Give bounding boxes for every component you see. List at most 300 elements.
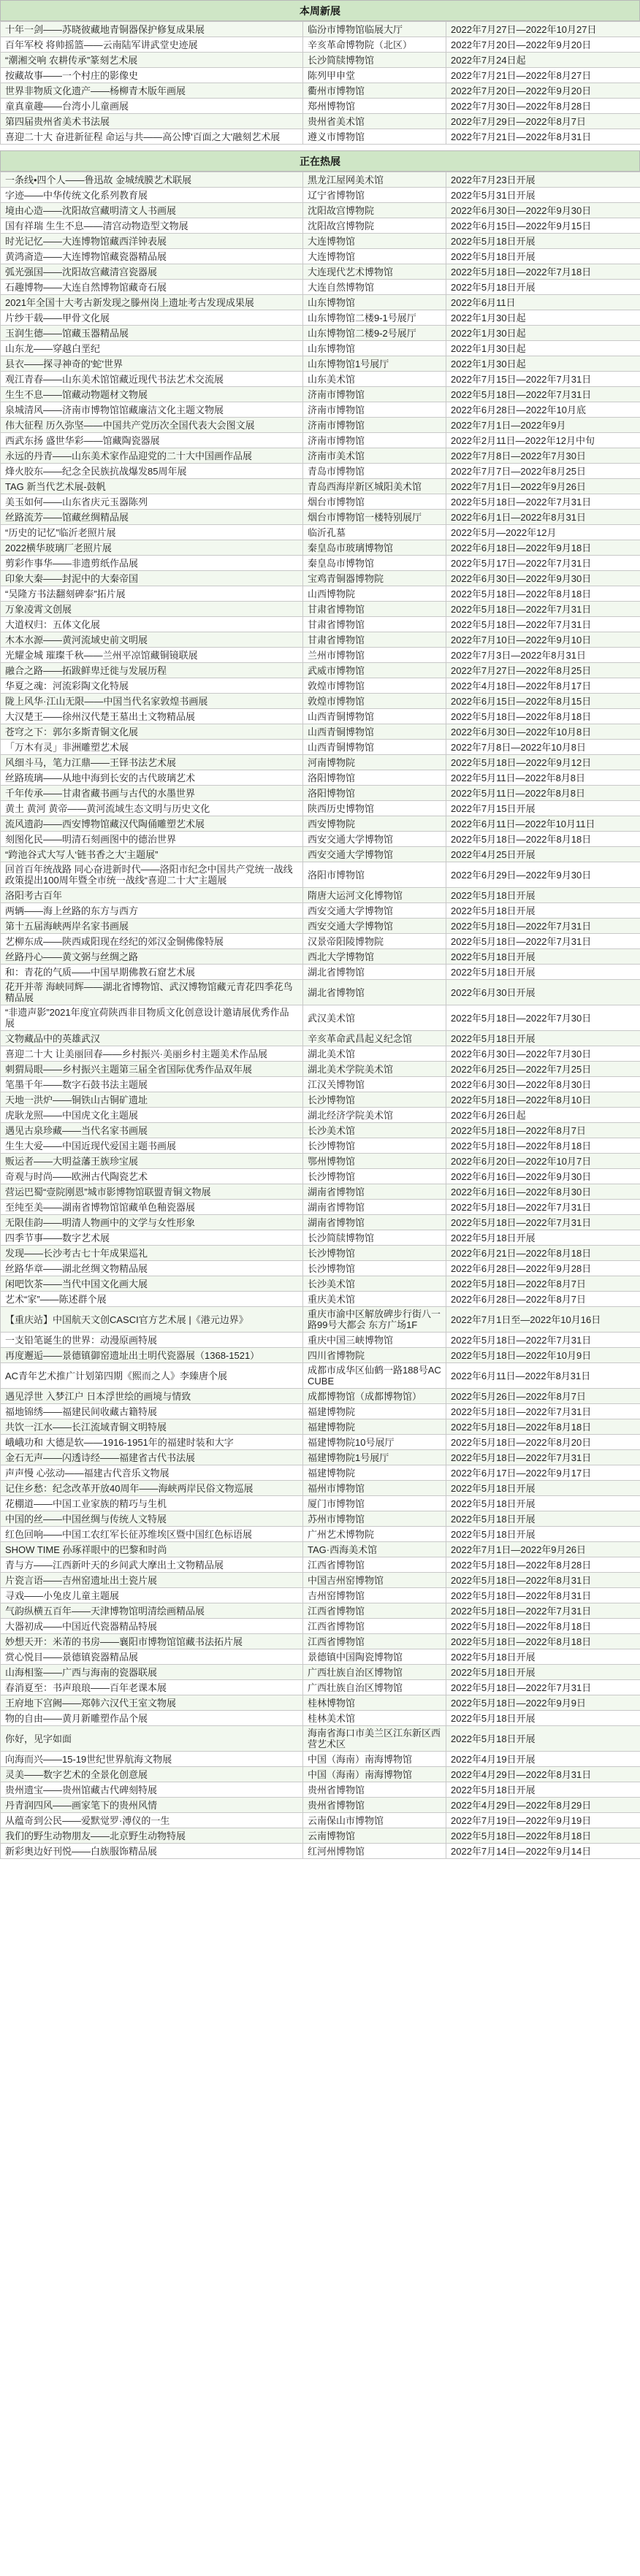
exhibition-venue: 郑州博物馆 [303, 99, 446, 114]
exhibition-name: 花开并蒂 海峡同辉——湖北省博物馆、武汉博物馆藏元青花四季花鸟精品展 [1, 980, 303, 1005]
exhibition-name: 花棚道——中国工业家族的精巧与生机 [1, 1496, 303, 1511]
exhibition-venue: 湖北省博物馆 [303, 980, 446, 1005]
table-row [1, 934, 640, 949]
exhibition-venue: 陈列甲申堂 [303, 68, 446, 83]
exhibition-venue: 湖南省博物馆 [303, 1200, 446, 1215]
exhibition-name: 大器初成——中国近代瓷器精品特展 [1, 1619, 303, 1634]
exhibition-dates: 2022年5月18日开展 [446, 1726, 640, 1752]
exhibition-dates: 2022年6月30日—2022年9月30日 [446, 571, 640, 586]
exhibition-venue: 长沙博物馆 [303, 1138, 446, 1154]
exhibition-venue: 云南博物馆 [303, 1828, 446, 1844]
table-row [1, 678, 640, 694]
exhibition-name: 向海而兴——15-19世纪世界航海文物展 [1, 1752, 303, 1767]
exhibition-venue: 武汉美术馆 [303, 1005, 446, 1031]
exhibition-dates: 2022年6月15日—2022年8月15日 [446, 694, 640, 709]
exhibition-name: 艺柳东成——陕西咸阳现在经纪的郊汉金铜佛像特展 [1, 934, 303, 949]
exhibition-name: “历史的记忆”临沂老照片展 [1, 525, 303, 540]
table-row [1, 1450, 640, 1465]
exhibition-venue: 西安交通大学博物馆 [303, 919, 446, 934]
exhibition-venue: 济南市博物馆 [303, 402, 446, 418]
exhibition-venue: 中国（海南）南海博物馆 [303, 1752, 446, 1767]
exhibition-venue: 贵州省博物馆 [303, 1798, 446, 1813]
exhibition-name: 峨峨功和 大德是软——1916-1951年的福建时装和大字 [1, 1435, 303, 1450]
exhibition-name: 印象大秦——封泥中的大秦帝国 [1, 571, 303, 586]
exhibition-dates: 2022年5月18日开展 [446, 1511, 640, 1527]
exhibition-name: 十年一剑——苏晓彼藏地青铜器保护修复成果展 [1, 22, 303, 37]
exhibition-venue: 山西青铜博物馆 [303, 740, 446, 755]
exhibition-name: “潮湘交响 农耕传承”篆刻艺术展 [1, 53, 303, 68]
table-row [1, 1782, 640, 1798]
table-row [1, 1404, 640, 1419]
exhibition-name: 喜迎二十大 奋进新征程 命运与共——高公博'百面之大'融刻艺术展 [1, 129, 303, 145]
table-row [1, 1138, 640, 1154]
exhibition-name: 共饮一江水——长江流域青铜文明特展 [1, 1419, 303, 1435]
exhibition-name: 伟大征程 历久弥坚——中国共产党历次全国代表大会图文展 [1, 418, 303, 433]
table-row [1, 1276, 640, 1292]
exhibition-name: 【重庆站】中国航天文创CASCI官方艺术展 |《港元边界》 [1, 1307, 303, 1333]
exhibition-dates: 2022年5月18日—2022年7月31日 [446, 1450, 640, 1465]
exhibition-venue: 大连现代艺术博物馆 [303, 264, 446, 280]
exhibition-venue: 福建博物院 [303, 1465, 446, 1481]
exhibition-venue: 湖北省博物馆 [303, 965, 446, 980]
exhibition-dates: 2022年5月18日—2022年8月18日 [446, 832, 640, 847]
exhibition-name: 刺猬局眼——乡村振兴主题第三届全省国际优秀作品双年展 [1, 1062, 303, 1077]
exhibition-venue: 江汉关博物馆 [303, 1077, 446, 1092]
exhibition-dates: 2022年5月18日—2022年9月12日 [446, 755, 640, 770]
exhibition-dates: 2022年5月18日—2022年7月31日 [446, 602, 640, 617]
exhibition-name: 灵美——数字艺术的全景化创意展 [1, 1767, 303, 1782]
exhibition-venue: 衢州市博物馆 [303, 83, 446, 99]
exhibition-dates: 2022年7月23日开展 [446, 172, 640, 188]
exhibition-name: 红色回响——中国工农红军长征苏维埃区暨中国红色标语展 [1, 1527, 303, 1542]
exhibition-name: 一支铅笔诞生的世界：动漫原画特展 [1, 1333, 303, 1348]
table-row [1, 129, 640, 145]
exhibition-name: 福地锦绣——福建民间收藏古籍特展 [1, 1404, 303, 1419]
exhibition-name: 境由心造——沈阳故宫藏明清文人书画展 [1, 203, 303, 218]
exhibition-name: 丹青润四风——画家笔下的贵州风情 [1, 1798, 303, 1813]
exhibition-venue: 厦门市博物馆 [303, 1496, 446, 1511]
exhibition-dates: 2022年5月18日开展 [446, 949, 640, 965]
exhibition-name: “跨池谷式大写人‘链书香之大’主题展” [1, 847, 303, 862]
exhibition-venue: 吉州窑博物馆 [303, 1588, 446, 1603]
table-row [1, 847, 640, 862]
table-row [1, 648, 640, 663]
table-row [1, 1435, 640, 1450]
table-row [1, 632, 640, 648]
exhibition-venue: 广州艺术博物院 [303, 1527, 446, 1542]
exhibition-name: 陇上风华·江山无限——中国当代名家敦煌书画展 [1, 694, 303, 709]
exhibition-name: 大道权归：五体文化展 [1, 617, 303, 632]
table-row [1, 602, 640, 617]
table-row [1, 1246, 640, 1261]
table-row [1, 1634, 640, 1649]
exhibition-venue: 中国吉州窑博物馆 [303, 1573, 446, 1588]
exhibition-name: 西武东扬 盛世华彩——馆藏陶瓷器展 [1, 433, 303, 448]
exhibition-venue: 西安交通大学博物馆 [303, 847, 446, 862]
exhibition-venue: 兰州市博物馆 [303, 648, 446, 663]
exhibition-dates: 2022年5月18日—2022年7月31日 [446, 1333, 640, 1348]
table-row [1, 1465, 640, 1481]
exhibition-name: 发现——长沙考古七十年成果巡礼 [1, 1246, 303, 1261]
table-row [1, 888, 640, 903]
exhibition-name: 字迹——中华传统文化系列教育展 [1, 188, 303, 203]
exhibition-venue: 青岛西海岸新区城阳美术馆 [303, 479, 446, 494]
exhibition-venue: 西北大学博物馆 [303, 949, 446, 965]
exhibition-dates: 2022年5月18日—2022年8月18日 [446, 1419, 640, 1435]
exhibition-dates: 2022年6月26日起 [446, 1108, 640, 1123]
exhibition-venue: 西安交通大学博物馆 [303, 832, 446, 847]
exhibition-name: 天地一洪炉——铜铁山古铜矿遗址 [1, 1092, 303, 1108]
exhibition-dates: 2022年6月30日—2022年10月8日 [446, 724, 640, 740]
exhibition-venue: 福州市博物馆 [303, 1481, 446, 1496]
table-row [1, 234, 640, 249]
exhibition-venue: 海南省海口市美兰区江东新区西营艺术区 [303, 1726, 446, 1752]
exhibition-dates: 2022年7月20日—2022年9月20日 [446, 37, 640, 53]
exhibition-name: 遇见古泉珍藏——当代名家书画展 [1, 1123, 303, 1138]
table-row [1, 1649, 640, 1665]
exhibition-venue: 福建博物院10号展厅 [303, 1435, 446, 1450]
exhibition-venue: 大连博物馆 [303, 249, 446, 264]
exhibition-venue: 山东博物馆 [303, 295, 446, 310]
exhibition-dates: 2022年4月25日开展 [446, 847, 640, 862]
exhibition-dates: 2022年5月18日—2022年7月31日 [446, 1200, 640, 1215]
table-row [1, 1557, 640, 1573]
exhibition-venue: 桂林美术馆 [303, 1711, 446, 1726]
exhibition-venue: 秦皇岛市玻璃博物馆 [303, 540, 446, 556]
exhibition-name: 丝路丹心——黄文弼与丝绸之路 [1, 949, 303, 965]
exhibition-dates: 2022年6月30日—2022年9月30日 [446, 203, 640, 218]
exhibition-dates: 2022年7月8日—2022年10月8日 [446, 740, 640, 755]
exhibition-venue: 山西博物院 [303, 586, 446, 602]
exhibition-dates: 2022年7月29日—2022年8月7日 [446, 114, 640, 129]
exhibition-dates: 2022年5月18日—2022年7月31日 [446, 1680, 640, 1695]
table-row [1, 464, 640, 479]
exhibition-dates: 2022年5月18日开展 [446, 965, 640, 980]
table-row [1, 1261, 640, 1276]
exhibition-name: 我们的野生动物朋友——北京野生动物特展 [1, 1828, 303, 1844]
exhibition-venue: 重庆美术馆 [303, 1292, 446, 1307]
exhibition-name: 虎耿龙照——中国虎文化主题展 [1, 1108, 303, 1123]
exhibition-dates: 2022年5月18日—2022年8月31日 [446, 1588, 640, 1603]
exhibition-dates: 2022年5月11日—2022年8月8日 [446, 770, 640, 786]
exhibition-name: 泉城清风——济南市博物馆馆藏廉洁文化主题文物展 [1, 402, 303, 418]
exhibition-dates: 2022年5月18日—2022年7月30日 [446, 1005, 640, 1031]
exhibition-name: 记住乡愁：纪念改革开放40周年——海峡两岸民俗文物巡展 [1, 1481, 303, 1496]
table-row [1, 525, 640, 540]
exhibition-dates: 2022年6月25日—2022年7月25日 [446, 1062, 640, 1077]
table-row [1, 1767, 640, 1782]
exhibition-dates: 2022年5月11日—2022年8月8日 [446, 786, 640, 801]
exhibition-venue: 济南市博物馆 [303, 387, 446, 402]
section-divider [0, 145, 640, 150]
exhibition-dates: 2022年7月21日—2022年8月27日 [446, 68, 640, 83]
exhibition-name: 流风遗韵——西安博物馆藏汉代陶俑雕塑艺术展 [1, 816, 303, 832]
exhibition-venue: 四川省博物院 [303, 1348, 446, 1363]
exhibition-name: 新彩奥边好刊悦——白族服饰精品展 [1, 1844, 303, 1859]
exhibition-venue: 长沙美术馆 [303, 1123, 446, 1138]
exhibition-dates: 2022年5月18日开展 [446, 1031, 640, 1046]
exhibition-venue: 长沙博物馆 [303, 1169, 446, 1184]
exhibition-dates: 2022年5月18日开展 [446, 280, 640, 295]
table-row [1, 356, 640, 372]
exhibition-venue: 湖北美术学院美术馆 [303, 1062, 446, 1077]
table-row [1, 68, 640, 83]
exhibition-dates: 2022年4月29日—2022年8月31日 [446, 1767, 640, 1782]
table-row [1, 709, 640, 724]
exhibition-venue: 景德镇中国陶瓷博物馆 [303, 1649, 446, 1665]
exhibition-name: 刻图化民——明清石刻画图中的德治世界 [1, 832, 303, 847]
exhibition-name: 融合之路——拓跋鲜卑迁徙与发展历程 [1, 663, 303, 678]
table-row [1, 1844, 640, 1859]
exhibition-venue: 烟台市博物馆 [303, 494, 446, 510]
exhibition-dates: 2022年5月18日开展 [446, 249, 640, 264]
exhibition-venue: 长沙博物馆 [303, 1261, 446, 1276]
exhibition-dates: 2022年5月18日—2022年7月31日 [446, 617, 640, 632]
exhibition-name: 美玉如何——山东省庆元玉器陈列 [1, 494, 303, 510]
exhibition-name: 大汉楚王——徐州汉代楚王墓出土文物精品展 [1, 709, 303, 724]
exhibition-venue: 临沂孔墓 [303, 525, 446, 540]
exhibition-name: 无限佳韵——明清人物画中的文学与女性形象 [1, 1215, 303, 1230]
weekly-exhibitions-table [0, 21, 640, 145]
exhibition-dates: 2022年5月18日开展 [446, 234, 640, 249]
table-row [1, 1062, 640, 1077]
table-row [1, 724, 640, 740]
exhibition-dates: 2022年6月30日—2022年8月30日 [446, 1077, 640, 1092]
table-row [1, 402, 640, 418]
exhibition-name: 第十五届海峡两岸名家书画展 [1, 919, 303, 934]
exhibition-name: 百年军校 将帅摇篮——云南陆军讲武堂史迹展 [1, 37, 303, 53]
table-row [1, 22, 640, 37]
exhibition-name: 喜迎二十大 让美丽回春——乡村振兴·美丽乡村主题美术作品展 [1, 1046, 303, 1062]
exhibition-dates: 2022年6月16日—2022年8月30日 [446, 1184, 640, 1200]
exhibition-dates: 2022年7月27日—2022年8月25日 [446, 663, 640, 678]
table-row [1, 1031, 640, 1046]
exhibition-name: 妙想天开：米芾的书房——襄阳市博物馆馆藏书法拓片展 [1, 1634, 303, 1649]
table-row [1, 280, 640, 295]
exhibition-dates: 2022年5月18日—2022年8月7日 [446, 1123, 640, 1138]
exhibition-dates: 2022年5月18日开展 [446, 903, 640, 919]
table-row [1, 1619, 640, 1634]
exhibition-venue: 重庆市渝中区解放碑步行街八一路99号大都会 东方广场1F [303, 1307, 446, 1333]
table-row [1, 1419, 640, 1435]
exhibition-dates: 2022年7月10日—2022年9月10日 [446, 632, 640, 648]
table-row [1, 1798, 640, 1813]
exhibition-name: 气韵纵横五百年——天津博物馆明清绘画精品展 [1, 1603, 303, 1619]
exhibition-venue: 洛阳市博物馆 [303, 862, 446, 888]
weekly-section-title: 本周新展 [0, 0, 640, 21]
table-row [1, 1389, 640, 1404]
exhibition-dates: 2022年6月11日 [446, 295, 640, 310]
table-row [1, 663, 640, 678]
exhibition-venue: 成都博物馆（成都博物馆） [303, 1389, 446, 1404]
exhibition-dates: 2022年6月30日—2022年7月30日 [446, 1046, 640, 1062]
exhibition-venue: 江西省博物馆 [303, 1603, 446, 1619]
table-row [1, 1005, 640, 1031]
exhibition-venue: 武威市博物馆 [303, 663, 446, 678]
exhibition-venue: 山西青铜博物馆 [303, 724, 446, 740]
exhibition-name: 奇观与时尚——欧洲古代陶瓷艺术 [1, 1169, 303, 1184]
table-row [1, 1200, 640, 1215]
table-row [1, 586, 640, 602]
table-row [1, 418, 640, 433]
table-row [1, 1828, 640, 1844]
exhibition-name: 文物藏品中的英雄武汉 [1, 1031, 303, 1046]
exhibition-name: 金石无声——闪透诗经——福建省古代书法展 [1, 1450, 303, 1465]
weekly-table-body [1, 22, 640, 145]
exhibition-name: 国有祥瑞 生生不息——清宫动物造型文物展 [1, 218, 303, 234]
exhibition-dates: 2022年7月1日—2022年9月26日 [446, 479, 640, 494]
table-row [1, 295, 640, 310]
exhibition-name: 剪彩作事华——非遗剪纸作品展 [1, 556, 303, 571]
exhibition-venue: 长沙简牍博物馆 [303, 1230, 446, 1246]
table-row [1, 617, 640, 632]
exhibition-venue: 甘肃省博物馆 [303, 617, 446, 632]
table-row [1, 1046, 640, 1062]
exhibition-dates: 2022年1月30日起 [446, 341, 640, 356]
exhibition-name: “吴隆方书法翻刻碑泰”拓片展 [1, 586, 303, 602]
exhibition-dates: 2022年5月18日—2022年7月31日 [446, 494, 640, 510]
exhibition-venue: 西安博物院 [303, 816, 446, 832]
exhibition-dates: 2022年5月17日—2022年7月31日 [446, 556, 640, 571]
exhibition-name: 按藏故事——一个村庄的影像史 [1, 68, 303, 83]
table-row [1, 1154, 640, 1169]
exhibition-venue: 福建博物院1号展厅 [303, 1450, 446, 1465]
exhibition-venue: 山东美术馆 [303, 372, 446, 387]
exhibition-name: 黄土 黄河 黄帝——黄河流域生态文明与历史文化 [1, 801, 303, 816]
exhibition-venue: 鄂州博物馆 [303, 1154, 446, 1169]
table-row [1, 203, 640, 218]
exhibition-name: 山东龙——穿越白垩纪 [1, 341, 303, 356]
exhibition-dates: 2022年5月18日—2022年7月18日 [446, 264, 640, 280]
exhibition-dates: 2022年6月16日—2022年9月30日 [446, 1169, 640, 1184]
table-row [1, 862, 640, 888]
exhibition-name: 营运巴蜀“壹院刚恩”城市影博物馆联盟青铜文物展 [1, 1184, 303, 1200]
table-row [1, 1542, 640, 1557]
exhibition-venue: 西安交通大学博物馆 [303, 903, 446, 919]
exhibition-name: 片纱干载——甲骨文化展 [1, 310, 303, 326]
exhibition-venue: 桂林博物馆 [303, 1695, 446, 1711]
exhibition-name: 石趣博物——大连自然博物馆藏奇石展 [1, 280, 303, 295]
exhibition-venue: 辽宁省博物馆 [303, 188, 446, 203]
table-row [1, 249, 640, 264]
exhibition-venue: 广西壮族自治区博物馆 [303, 1665, 446, 1680]
exhibition-dates: 2022年7月20日—2022年9月20日 [446, 83, 640, 99]
exhibition-name: 观江青春——山东美术馆馆藏近现代书法艺术交流展 [1, 372, 303, 387]
table-row [1, 571, 640, 586]
table-row [1, 1077, 640, 1092]
exhibition-venue: 福建博物院 [303, 1419, 446, 1435]
exhibition-dates: 2022年5月31日开展 [446, 188, 640, 203]
exhibition-name: 一条线•四个人——鲁迅故 金城绒膜艺术联展 [1, 172, 303, 188]
table-row [1, 83, 640, 99]
exhibition-dates: 2022年5月18日—2022年10月9日 [446, 1348, 640, 1363]
exhibition-venue: 沈阳故宫博物院 [303, 218, 446, 234]
exhibition-dates: 2022年5月18日—2022年9月9日 [446, 1695, 640, 1711]
exhibition-dates: 2022年5月18日—2022年7月31日 [446, 1404, 640, 1419]
exhibition-venue: 成都市成华区仙鹤一路188号AC CUBE [303, 1363, 446, 1389]
exhibition-dates: 2022年5月18日开展 [446, 888, 640, 903]
exhibition-venue: 湖南省博物馆 [303, 1215, 446, 1230]
table-row [1, 1333, 640, 1348]
exhibition-venue: 湖北经济学院美术馆 [303, 1108, 446, 1123]
table-row [1, 801, 640, 816]
table-row [1, 264, 640, 280]
exhibition-dates: 2022年5月18日开展 [446, 1527, 640, 1542]
exhibition-dates: 2022年6月21日—2022年8月18日 [446, 1246, 640, 1261]
exhibition-venue: 陕西历史博物馆 [303, 801, 446, 816]
exhibition-dates: 2022年4月29日—2022年8月29日 [446, 1798, 640, 1813]
exhibition-name: 「万木有灵」非洲雕塑艺术展 [1, 740, 303, 755]
exhibition-dates: 2022年5月18日—2022年7月31日 [446, 1603, 640, 1619]
exhibition-venue: 甘肃省博物馆 [303, 602, 446, 617]
exhibition-venue: 遵义市博物馆 [303, 129, 446, 145]
exhibition-name: 风细斗马，笔力江鼎——王铎书法艺术展 [1, 755, 303, 770]
exhibition-dates: 2022年7月14日—2022年9月14日 [446, 1844, 640, 1859]
exhibition-dates: 2022年6月30日开展 [446, 980, 640, 1005]
exhibition-dates: 2022年6月1日—2022年8月31日 [446, 510, 640, 525]
table-row [1, 433, 640, 448]
table-row [1, 1813, 640, 1828]
table-row [1, 949, 640, 965]
exhibition-venue: 济南市博物馆 [303, 418, 446, 433]
exhibition-dates: 2022年5月18日—2022年8月18日 [446, 709, 640, 724]
table-row [1, 1108, 640, 1123]
table-row [1, 1292, 640, 1307]
exhibition-dates: 2022年6月11日—2022年10月11日 [446, 816, 640, 832]
exhibition-name: 王府地下宫阙——郑韩六汉代王室文物展 [1, 1695, 303, 1711]
exhibition-name: 丝路流芳——馆藏丝绸精品展 [1, 510, 303, 525]
table-row [1, 540, 640, 556]
exhibition-dates: 2022年5月18日—2022年7月31日 [446, 934, 640, 949]
table-row [1, 1527, 640, 1542]
exhibition-dates: 2022年7月1日—2022年9月 [446, 418, 640, 433]
exhibition-name: 中国的丝——中国丝绸与传统人文特展 [1, 1511, 303, 1527]
exhibition-dates: 2022年7月21日—2022年8月31日 [446, 129, 640, 145]
ongoing-exhibitions-table [0, 172, 640, 1859]
table-row [1, 1496, 640, 1511]
exhibition-dates: 2022年1月30日起 [446, 326, 640, 341]
exhibition-venue: 青岛市博物馆 [303, 464, 446, 479]
exhibition-venue: 山东博物馆1号展厅 [303, 356, 446, 372]
exhibition-name: 2021年全国十大考古新发现之滕州岗上遗址考古发现成果展 [1, 295, 303, 310]
table-row [1, 556, 640, 571]
table-row [1, 53, 640, 68]
exhibition-dates: 2022年5月18日—2022年8月18日 [446, 586, 640, 602]
table-row [1, 770, 640, 786]
table-row [1, 832, 640, 847]
table-row [1, 1603, 640, 1619]
exhibition-name: 黄鸿斋造——大连博物馆藏瓷器精品展 [1, 249, 303, 264]
exhibition-name: 生生大爱——中国近现代爱国主题书画展 [1, 1138, 303, 1154]
exhibition-venue: 隋唐大运河文化博物馆 [303, 888, 446, 903]
exhibition-dates: 2022年5月—2022年12月 [446, 525, 640, 540]
table-row [1, 448, 640, 464]
exhibition-name: 童真童趣——台湾小儿童画展 [1, 99, 303, 114]
exhibition-name: 华夏之魂：河流彩陶文化特展 [1, 678, 303, 694]
exhibition-name: 玉润生德——馆藏玉器精品展 [1, 326, 303, 341]
exhibition-name: TAG 新当代艺术展-鼓帆 [1, 479, 303, 494]
exhibition-venue: 苏州市博物馆 [303, 1511, 446, 1527]
exhibition-name: 笔墨千年——数字石鼓书法主题展 [1, 1077, 303, 1092]
exhibition-dates: 2022年6月11日—2022年8月31日 [446, 1363, 640, 1389]
exhibition-name: 洛阳考古百年 [1, 888, 303, 903]
exhibition-name: 世界非物质文化遗产——杨柳青木版年画展 [1, 83, 303, 99]
exhibition-name: “非遗声影”2021年度宜荷陕西非目物质文化创意设计邀请展优秀作品展 [1, 1005, 303, 1031]
exhibition-venue: 长沙博物馆 [303, 1246, 446, 1261]
exhibition-venue: 云南保山市博物馆 [303, 1813, 446, 1828]
exhibition-dates: 2022年5月18日—2022年8月28日 [446, 1557, 640, 1573]
exhibition-name: 千年传承——甘肃省藏书画与古代的水墨世界 [1, 786, 303, 801]
